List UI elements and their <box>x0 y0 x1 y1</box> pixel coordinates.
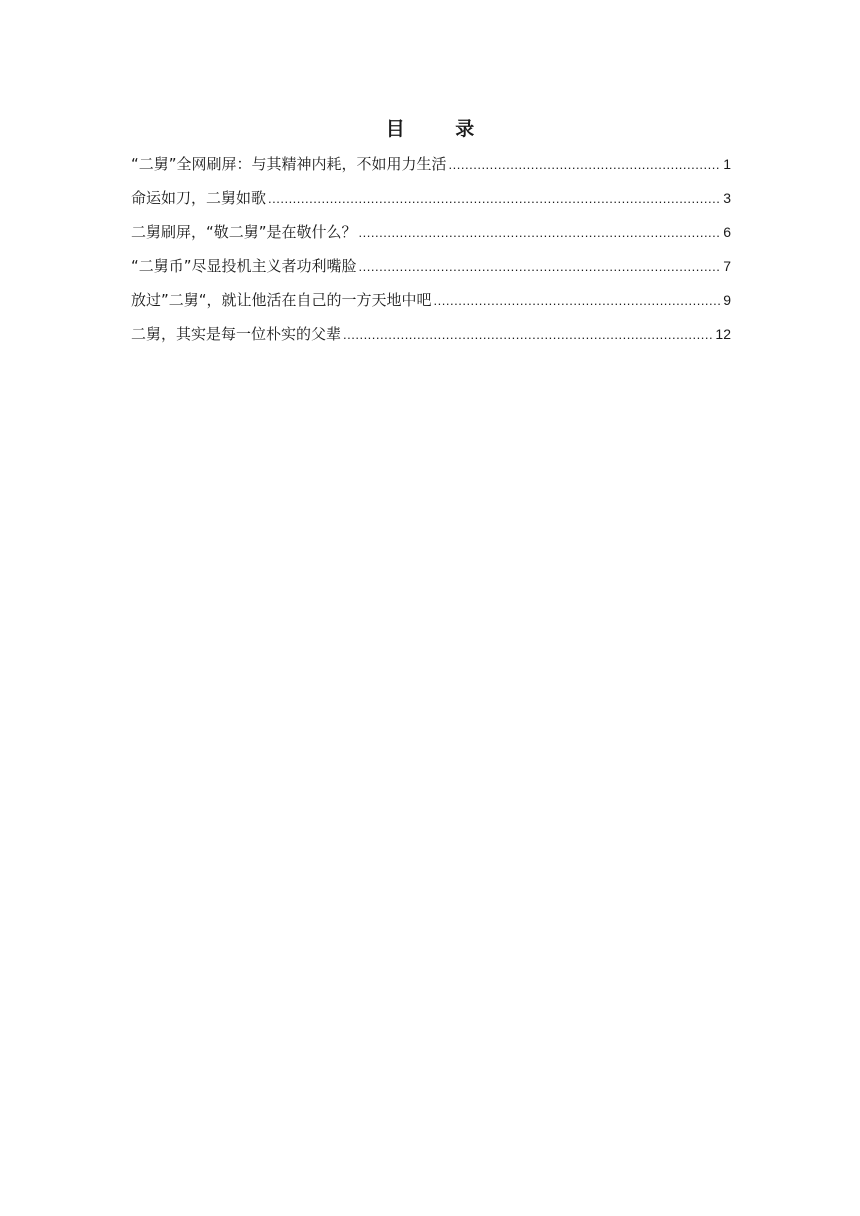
toc-entry-text: 放过”二舅“，就让他活在自己的一方天地中吧 <box>131 291 432 309</box>
toc-entry[interactable] <box>131 221 731 255</box>
toc-page-number: 3 <box>723 190 731 206</box>
toc-entry[interactable] <box>131 255 731 289</box>
toc-page-number: 1 <box>723 156 731 172</box>
toc-page-number: 6 <box>723 224 731 240</box>
toc-title: 目 录 <box>385 118 497 140</box>
toc-entry-text: 命运如刀，二舅如歌 <box>131 189 267 207</box>
dot-leader <box>359 222 722 244</box>
toc-entry-text: 二舅刷屏，“敬二舅”是在敬什么？ <box>131 223 357 241</box>
toc-page-number: 12 <box>715 326 731 342</box>
toc-entry[interactable] <box>131 153 731 187</box>
toc-page-number: 9 <box>723 292 731 308</box>
toc-entry-text: 二舅，其实是每一位朴实的父辈 <box>131 325 342 343</box>
toc-entry[interactable] <box>131 323 731 357</box>
dot-leader <box>449 154 722 176</box>
toc-entry-text: “二舅币”尽显投机主义者功利嘴脸 <box>131 257 357 275</box>
dot-leader <box>343 324 713 346</box>
toc-entry[interactable] <box>131 289 731 323</box>
dot-leader <box>359 256 722 278</box>
dot-leader <box>268 188 721 210</box>
dot-leader <box>434 290 722 312</box>
table-of-contents <box>131 153 731 357</box>
toc-entry-text: “二舅”全网刷屏：与其精神内耗，不如用力生活 <box>131 155 447 173</box>
toc-page-number: 7 <box>723 258 731 274</box>
toc-entry[interactable] <box>131 187 731 221</box>
